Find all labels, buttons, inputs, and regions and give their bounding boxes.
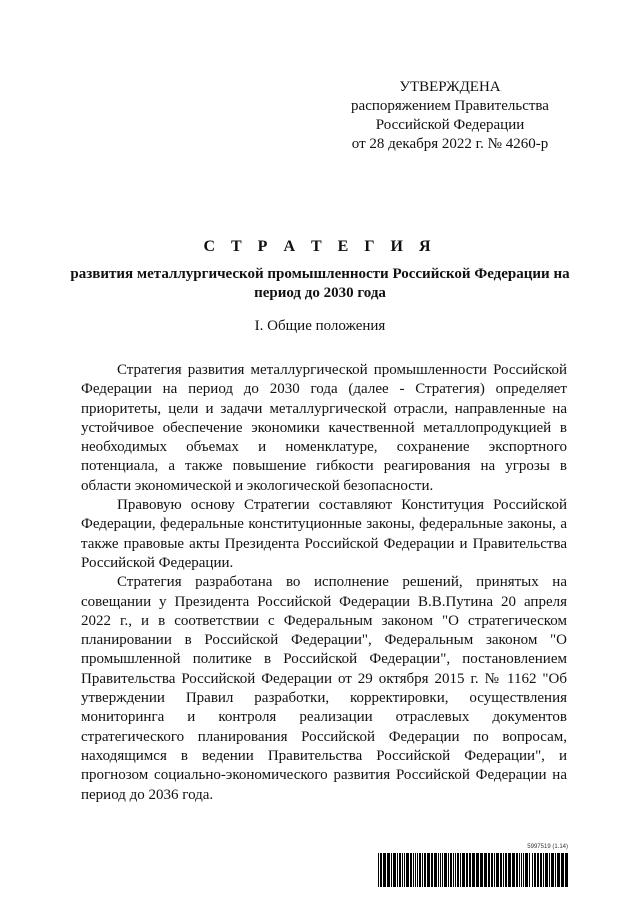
barcode-number: 5997519 (1.14)	[527, 844, 568, 850]
section-heading: I. Общие положения	[254, 318, 386, 334]
paragraph: Стратегия разработана во исполнение решений, принятых на совещании у Президента Российской Федерации В.В.Путина 20 апреля 2022 г., и в соответствии с Федеральным законом "О стратегическом планировании в Российской Федерации", Федеральным законом "О промышленной политике в Российской Федерации", постановлением Правительства Российской Федерации от 29 октября 2015 г. № 1162 "Об утверждении Правил разработки, корректировки, осуществления мониторинга и контроля реализации отраслевых документов стратегического планирования Российской Федерации по вопросам, находящимся в ведении Правительства Российской Федерации", и прогнозом социально-экономического развития Российской Федерации на период до 2036 года.	[81, 574, 567, 803]
approval-stamp	[330, 78, 570, 154]
barcode-bars	[378, 853, 568, 887]
approval-authority-country: Российской Федерации	[375, 117, 525, 133]
paragraph: Стратегия развития металлургической промышленности Российской Федерации на период до 2030 года (далее - Стратегия) определяет приоритеты, цели и задачи металлургической отрасли, направленные на устойчивое обеспечение экономики качественной металлопродукцией в необходимых объемах и номенклатуре, сохранение экспортного потенциала, а также повышение гибкости реагирования на угрозы в области экономической и экологической безопасности.	[81, 362, 567, 494]
approval-title: УТВЕРЖДЕНА	[399, 79, 501, 95]
document-subtitle: развития металлургической промышленности Российской Федерации на период до 2030 года	[70, 266, 570, 301]
approval-date-number: от 28 декабря 2022 г. № 4260-р	[351, 136, 549, 152]
document-title: С Т Р А Т Е Г И Я	[203, 238, 437, 255]
document-body	[81, 361, 567, 805]
paragraph: Правовую основу Стратегии составляют Конституция Российской Федерации, федеральные конституционные законы, федеральные законы, а также правовые акты Президента Российской Федерации и Правительства Российской Федерации.	[81, 497, 567, 571]
approval-authority: распоряжением Правительства	[351, 98, 549, 114]
barcode	[378, 844, 568, 888]
